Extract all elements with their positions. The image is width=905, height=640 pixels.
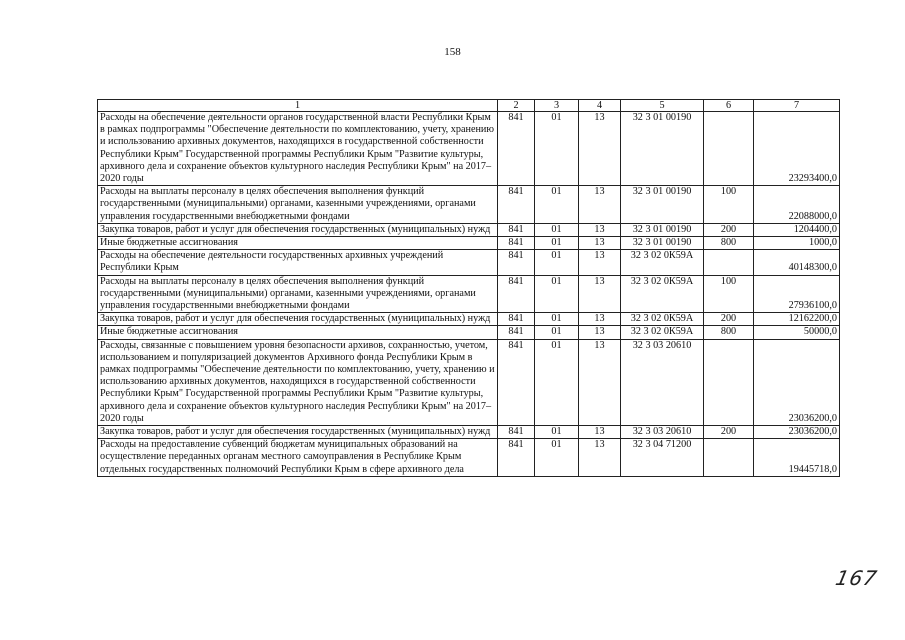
amount-cell: 19445718,0	[754, 439, 840, 477]
header-cell: 2	[498, 100, 535, 112]
section-code-cell: 01	[535, 186, 579, 224]
amount-cell: 23036200,0	[754, 339, 840, 425]
subsection-code-cell: 13	[579, 426, 621, 439]
expense-type-cell	[704, 439, 754, 477]
expense-name-cell: Расходы на предоставление субвенций бюджетам муниципальных образований на осуществление переданных органам местного самоуправления в Республике Крым отдельных государственных полномочий Республики Крым в сфере архивного дела	[98, 439, 498, 477]
expense-type-cell: 800	[704, 237, 754, 250]
table-row	[98, 250, 840, 275]
amount-cell: 23036200,0	[754, 426, 840, 439]
header-cell: 5	[621, 100, 704, 112]
expense-type-cell	[704, 112, 754, 186]
section-code-cell: 01	[535, 426, 579, 439]
table-row	[98, 223, 840, 236]
target-article-cell: 32 3 03 20610	[621, 426, 704, 439]
subsection-code-cell: 13	[579, 439, 621, 477]
amount-cell: 12162200,0	[754, 313, 840, 326]
amount-cell: 27936100,0	[754, 275, 840, 313]
expense-type-cell	[704, 250, 754, 275]
target-article-cell: 32 3 02 0К59А	[621, 326, 704, 339]
expense-type-cell	[704, 339, 754, 425]
table-row	[98, 326, 840, 339]
ministry-code-cell: 841	[498, 112, 535, 186]
section-code-cell: 01	[535, 326, 579, 339]
subsection-code-cell: 13	[579, 275, 621, 313]
header-cell: 4	[579, 100, 621, 112]
expense-type-cell: 100	[704, 186, 754, 224]
target-article-cell: 32 3 01 00190	[621, 223, 704, 236]
target-article-cell: 32 3 02 0К59А	[621, 313, 704, 326]
ministry-code-cell: 841	[498, 339, 535, 425]
table-row	[98, 237, 840, 250]
ministry-code-cell: 841	[498, 250, 535, 275]
expense-name-cell: Расходы на обеспечение деятельности органов государственной власти Республики Крым в рамках подпрограммы "Обеспечение деятельности по комплектованию, учету, хранению и использованию архивных документов, находящихся в государственной собственности Республики Крым" Государственной программы Республики Крым "Развитие культуры, архивного дела и сохранение объектов культурного наследия Республики Крым" на 2017–2020 годы	[98, 112, 498, 186]
table-row	[98, 186, 840, 224]
ministry-code-cell: 841	[498, 326, 535, 339]
budget-table	[97, 99, 840, 477]
header-row	[98, 100, 840, 112]
section-code-cell: 01	[535, 439, 579, 477]
header-cell: 6	[704, 100, 754, 112]
amount-cell: 1204400,0	[754, 223, 840, 236]
expense-type-cell: 200	[704, 426, 754, 439]
expense-name-cell: Расходы на выплаты персоналу в целях обеспечения выполнения функций государственными (муниципальными) органами, казенными учреждениями, органами управления государственными внебюджетными фондами	[98, 186, 498, 224]
section-code-cell: 01	[535, 223, 579, 236]
subsection-code-cell: 13	[579, 313, 621, 326]
amount-cell: 23293400,0	[754, 112, 840, 186]
section-code-cell: 01	[535, 237, 579, 250]
ministry-code-cell: 841	[498, 313, 535, 326]
ministry-code-cell: 841	[498, 275, 535, 313]
section-code-cell: 01	[535, 250, 579, 275]
subsection-code-cell: 13	[579, 186, 621, 224]
subsection-code-cell: 13	[579, 326, 621, 339]
table-row	[98, 112, 840, 186]
ministry-code-cell: 841	[498, 186, 535, 224]
section-code-cell: 01	[535, 275, 579, 313]
expense-type-cell: 800	[704, 326, 754, 339]
amount-cell: 1000,0	[754, 237, 840, 250]
expense-name-cell: Закупка товаров, работ и услуг для обеспечения государственных (муниципальных) нужд	[98, 426, 498, 439]
table-row	[98, 313, 840, 326]
subsection-code-cell: 13	[579, 250, 621, 275]
header-cell: 7	[754, 100, 840, 112]
expense-type-cell: 100	[704, 275, 754, 313]
ministry-code-cell: 841	[498, 223, 535, 236]
subsection-code-cell: 13	[579, 339, 621, 425]
table-row	[98, 426, 840, 439]
header-cell: 1	[98, 100, 498, 112]
header-cell: 3	[535, 100, 579, 112]
table-row	[98, 439, 840, 477]
section-code-cell: 01	[535, 313, 579, 326]
table-row	[98, 339, 840, 425]
expense-name-cell: Закупка товаров, работ и услуг для обеспечения государственных (муниципальных) нужд	[98, 223, 498, 236]
ministry-code-cell: 841	[498, 439, 535, 477]
expense-name-cell: Иные бюджетные ассигнования	[98, 326, 498, 339]
expense-name-cell: Расходы на выплаты персоналу в целях обеспечения выполнения функций государственными (муниципальными) органами, казенными учреждениями, органами управления государственными внебюджетными фондами	[98, 275, 498, 313]
expense-name-cell: Закупка товаров, работ и услуг для обеспечения государственных (муниципальных) нужд	[98, 313, 498, 326]
target-article-cell: 32 3 02 0К59А	[621, 250, 704, 275]
target-article-cell: 32 3 01 00190	[621, 237, 704, 250]
expense-type-cell: 200	[704, 313, 754, 326]
amount-cell: 22088000,0	[754, 186, 840, 224]
ministry-code-cell: 841	[498, 426, 535, 439]
target-article-cell: 32 3 01 00190	[621, 186, 704, 224]
subsection-code-cell: 13	[579, 237, 621, 250]
expense-name-cell: Иные бюджетные ассигнования	[98, 237, 498, 250]
subsection-code-cell: 13	[579, 112, 621, 186]
page-number: 158	[444, 46, 461, 58]
budget-table-body	[98, 100, 840, 477]
table-row	[98, 275, 840, 313]
target-article-cell: 32 3 01 00190	[621, 112, 704, 186]
target-article-cell: 32 3 02 0К59А	[621, 275, 704, 313]
amount-cell: 50000,0	[754, 326, 840, 339]
section-code-cell: 01	[535, 339, 579, 425]
expense-type-cell: 200	[704, 223, 754, 236]
subsection-code-cell: 13	[579, 223, 621, 236]
amount-cell: 40148300,0	[754, 250, 840, 275]
target-article-cell: 32 3 03 20610	[621, 339, 704, 425]
section-code-cell: 01	[535, 112, 579, 186]
target-article-cell: 32 3 04 71200	[621, 439, 704, 477]
handwritten-number: 167	[833, 566, 880, 590]
ministry-code-cell: 841	[498, 237, 535, 250]
expense-name-cell: Расходы, связанные с повышением уровня безопасности архивов, сохранностью, учетом, использованием и популяризацией документов Архивного фонда Республики Крым в рамках подпрограммы "Обеспечение деятельности по комплектованию, учету, хранению и использованию архивных документов, находящихся в государственной собственности Республики Крым" Государственной программы Республики Крым "Развитие культуры, архивного дела и сохранение объектов культурного наследия Республики Крым" на 2017–2020 годы	[98, 339, 498, 425]
expense-name-cell: Расходы на обеспечение деятельности государственных архивных учреждений Республики Крым	[98, 250, 498, 275]
